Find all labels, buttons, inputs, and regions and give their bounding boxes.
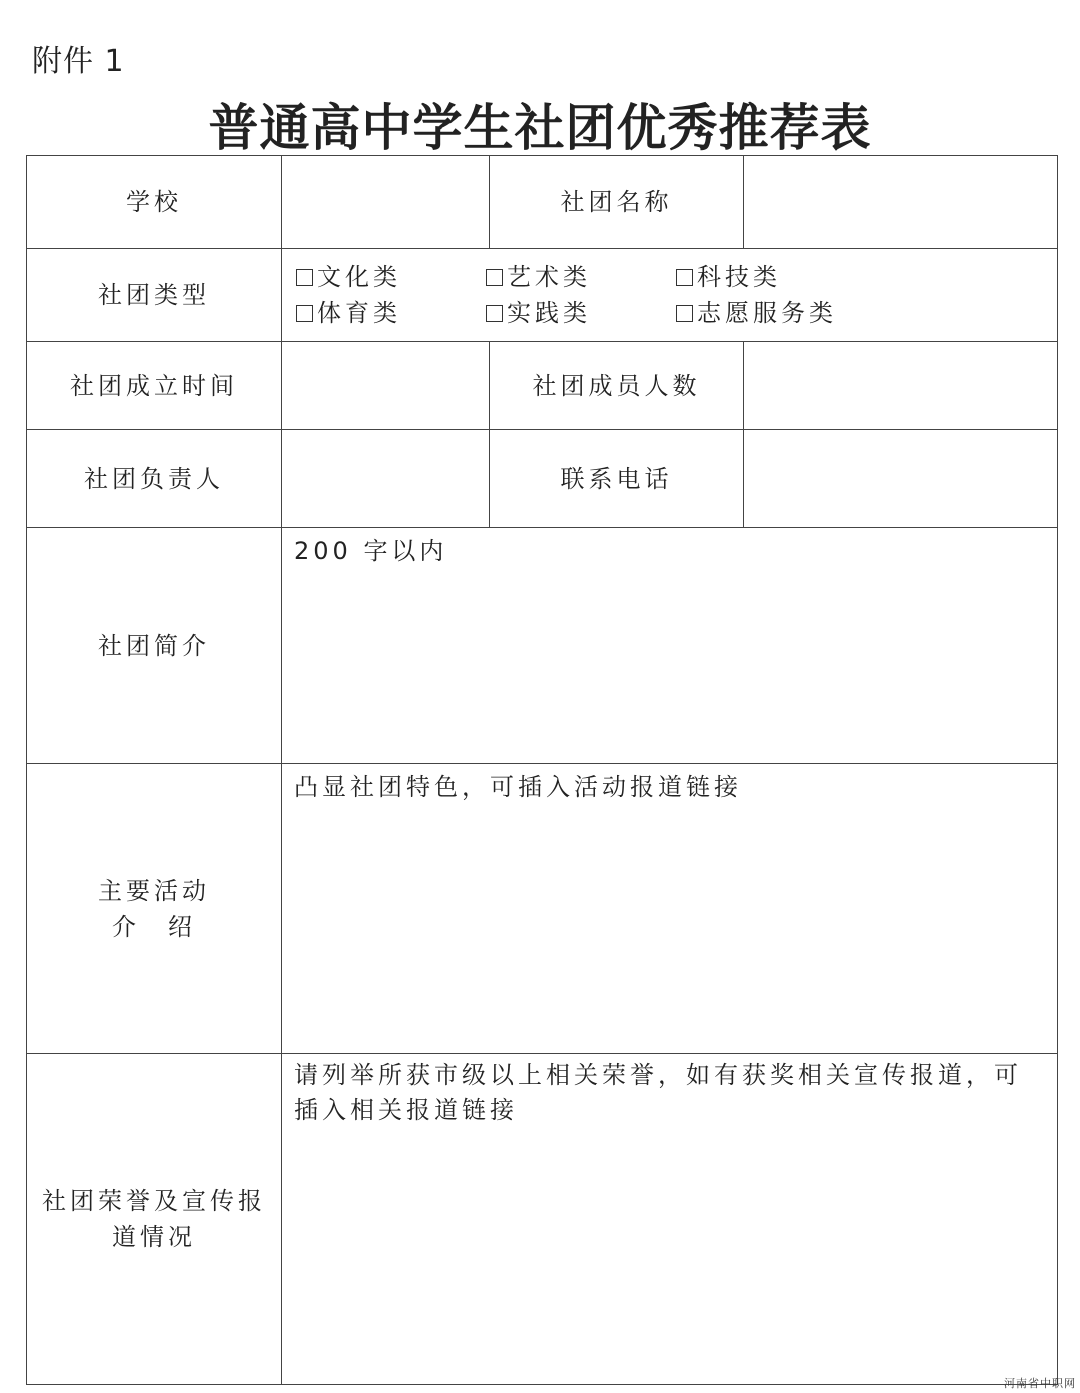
- phone-field[interactable]: [744, 430, 1058, 528]
- watermark: 河南省中职网: [1004, 1377, 1076, 1390]
- school-label: 学校: [27, 156, 282, 249]
- founded-field[interactable]: [282, 342, 490, 430]
- school-field[interactable]: [282, 156, 490, 249]
- club-type-option[interactable]: [296, 295, 486, 331]
- phone-label: 联系电话: [490, 430, 744, 528]
- recommendation-form-table: [26, 155, 1058, 1385]
- club-type-option-label: 文化类: [317, 263, 401, 291]
- club-type-options: [282, 249, 1058, 342]
- checkbox-icon[interactable]: [296, 305, 313, 322]
- table-row: [27, 342, 1058, 430]
- table-row: [27, 1054, 1058, 1385]
- club-type-label: 社团类型: [27, 249, 282, 342]
- checkbox-icon[interactable]: [296, 269, 313, 286]
- honors-hint-line: 请列举所获市级以上相关荣誉，如有获奖相关宣传报道，可: [294, 1061, 1022, 1089]
- checkbox-icon[interactable]: [486, 269, 503, 286]
- leader-field[interactable]: [282, 430, 490, 528]
- table-row: [27, 430, 1058, 528]
- founded-label: 社团成立时间: [27, 342, 282, 430]
- attachment-label: 附件 1: [32, 44, 125, 79]
- checkbox-icon[interactable]: [486, 305, 503, 322]
- members-label: 社团成员人数: [490, 342, 744, 430]
- activities-field[interactable]: [282, 764, 1058, 1054]
- club-type-option[interactable]: [486, 259, 676, 295]
- club-type-option[interactable]: [486, 295, 676, 331]
- activities-label-line: 介 绍: [112, 912, 196, 941]
- honors-field[interactable]: [282, 1054, 1058, 1385]
- table-row: [27, 249, 1058, 342]
- honors-label-line: 道情况: [112, 1223, 196, 1251]
- page-title: 普通高中学生社团优秀推荐表: [208, 99, 872, 157]
- intro-hint: 200 字以内: [294, 537, 448, 565]
- club-type-option-label: 科技类: [697, 263, 781, 291]
- checkbox-icon[interactable]: [676, 269, 693, 286]
- intro-field[interactable]: [282, 528, 1058, 764]
- club-type-option-label: 实践类: [507, 299, 591, 327]
- club-type-option-label: 体育类: [317, 299, 401, 327]
- intro-label: 社团简介: [27, 528, 282, 764]
- table-row: [27, 156, 1058, 249]
- activities-label-line: 主要活动: [98, 876, 210, 905]
- club-type-option[interactable]: [676, 295, 866, 331]
- club-type-option-label: 志愿服务类: [697, 299, 837, 327]
- honors-label-line: 社团荣誉及宣传报: [42, 1187, 266, 1215]
- club-type-option[interactable]: [676, 259, 866, 295]
- club-type-option-label: 艺术类: [507, 263, 591, 291]
- club-name-field[interactable]: [744, 156, 1058, 249]
- table-row: [27, 764, 1058, 1054]
- club-name-label: 社团名称: [490, 156, 744, 249]
- club-type-option[interactable]: [296, 259, 486, 295]
- activities-label: [27, 764, 282, 1054]
- leader-label: 社团负责人: [27, 430, 282, 528]
- activities-hint: 凸显社团特色，可插入活动报道链接: [294, 773, 742, 801]
- table-row: [27, 528, 1058, 764]
- checkbox-icon[interactable]: [676, 305, 693, 322]
- honors-label: [27, 1054, 282, 1385]
- honors-hint-line: 插入相关报道链接: [294, 1096, 518, 1124]
- members-field[interactable]: [744, 342, 1058, 430]
